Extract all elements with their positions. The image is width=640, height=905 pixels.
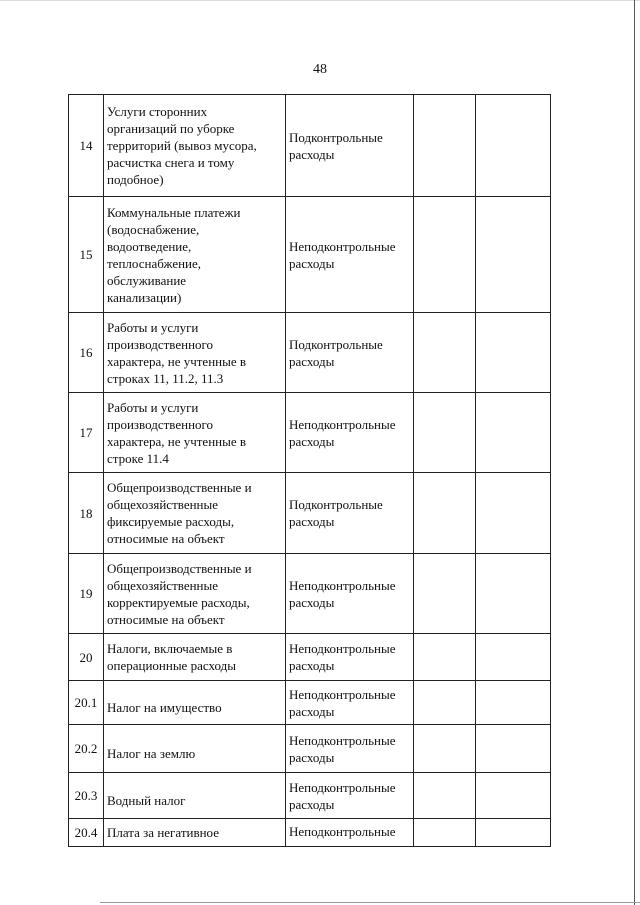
cost-type [286, 725, 414, 773]
row-number: 20 [69, 634, 104, 681]
table-row [69, 473, 551, 554]
cost-type-line: расходы [289, 703, 335, 719]
cost-item-name-line: Услуги сторонних [107, 104, 208, 119]
value-cell [414, 773, 476, 819]
row-number: 20.4 [69, 819, 104, 847]
value-cell [414, 819, 476, 847]
cost-type-line: Подконтрольные [289, 336, 383, 352]
cost-item-name-line: (водоснабжение, [107, 221, 200, 237]
cost-item-name-line: относимые на объект [107, 531, 225, 546]
cost-type [286, 681, 414, 725]
cost-type-line: расходы [289, 146, 335, 162]
cost-item-name-line: Налоги, включаемые в [107, 641, 233, 656]
value-cell [476, 554, 551, 634]
cost-item-name-line: производственного [107, 336, 214, 352]
value-cell [476, 313, 551, 393]
cost-item-name [104, 473, 286, 554]
row-number: 19 [69, 554, 104, 634]
cost-item-name-line: организаций по уборке [107, 121, 235, 136]
value-cell [414, 554, 476, 634]
cost-item-name-line: Налог на землю [107, 745, 196, 761]
row-number: 20.2 [69, 725, 104, 773]
cost-type [286, 819, 414, 847]
page-edge-right [634, 0, 635, 905]
cost-type [286, 95, 414, 197]
cost-item-name-line: строке 11.4 [107, 450, 169, 466]
table-row [69, 95, 551, 197]
cost-item-name [104, 819, 286, 847]
cost-item-name-line: теплоснабжение, [107, 255, 202, 271]
value-cell [476, 634, 551, 681]
value-cell [476, 725, 551, 773]
cost-type [286, 473, 414, 554]
cost-type [286, 554, 414, 634]
cost-item-name-line: территорий (вывоз мусора, [107, 138, 257, 153]
cost-type-line: Неподконтрольные [289, 577, 396, 593]
table-row [69, 681, 551, 725]
table-row [69, 819, 551, 847]
cost-item-name-line: Общепроизводственные и [107, 480, 252, 495]
value-cell [414, 313, 476, 393]
value-cell [414, 95, 476, 197]
cost-item-name-line: общехозяйственные [107, 577, 219, 593]
value-cell [476, 197, 551, 313]
cost-type-line: Подконтрольные [289, 129, 383, 145]
cost-item-name [104, 313, 286, 393]
cost-item-name-line: обслуживание [107, 272, 187, 288]
cost-type-line: расходы [289, 433, 335, 449]
cost-item-name-line: Плата за негативное [107, 825, 219, 840]
cost-item-name-line: Коммунальные платежи [107, 204, 241, 220]
cost-item-name [104, 554, 286, 634]
cost-type [286, 773, 414, 819]
value-cell [476, 393, 551, 473]
table-row [69, 554, 551, 634]
value-cell [476, 681, 551, 725]
cost-type-line: расходы [289, 514, 335, 529]
cost-item-name-line: операционные расходы [107, 658, 236, 673]
row-number: 20.1 [69, 681, 104, 725]
cost-item-name-line: относимые на объект [107, 611, 225, 627]
cost-item-name [104, 95, 286, 197]
cost-item-name-line: общехозяйственные [107, 497, 219, 512]
cost-item-name-line: фиксируемые расходы, [107, 514, 235, 529]
value-cell [414, 634, 476, 681]
cost-item-name-line: Общепроизводственные и [107, 560, 252, 576]
cost-item-name-line: подобное) [107, 172, 164, 187]
cost-type-line: Неподконтрольные [289, 416, 396, 432]
page-edge-bottom [100, 902, 640, 903]
row-number: 14 [69, 95, 104, 197]
cost-item-name [104, 681, 286, 725]
cost-item-name-line: производственного [107, 416, 214, 432]
page-number: 48 [313, 62, 327, 77]
cost-item-name-line: характера, не учтенные в [107, 433, 247, 449]
row-number: 16 [69, 313, 104, 393]
table-row [69, 197, 551, 313]
row-number: 20.3 [69, 773, 104, 819]
cost-type [286, 634, 414, 681]
cost-item-name [104, 725, 286, 773]
row-number: 15 [69, 197, 104, 313]
value-cell [414, 725, 476, 773]
cost-item-name [104, 634, 286, 681]
page-edge-top [0, 0, 640, 1]
cost-item-name-line: канализации) [107, 289, 182, 305]
value-cell [476, 95, 551, 197]
cost-type [286, 197, 414, 313]
value-cell [476, 819, 551, 847]
cost-item-name-line: строках 11, 11.2, 11.3 [107, 370, 224, 386]
cost-table [68, 94, 551, 847]
table-row [69, 393, 551, 473]
row-number: 17 [69, 393, 104, 473]
cost-item-name [104, 197, 286, 313]
cost-type-line: Неподконтрольные [289, 641, 396, 656]
cost-type-line: Неподконтрольные [289, 732, 396, 748]
cost-type [286, 393, 414, 473]
table-row [69, 773, 551, 819]
cost-type-line: Неподконтрольные [289, 779, 396, 795]
value-cell [414, 393, 476, 473]
value-cell [476, 473, 551, 554]
cost-type-line: Неподконтрольные [289, 824, 396, 839]
table-row [69, 634, 551, 681]
cost-item-name-line: характера, не учтенные в [107, 353, 247, 369]
value-cell [414, 473, 476, 554]
table-row [69, 313, 551, 393]
cost-item-name [104, 393, 286, 473]
cost-item-name-line: водоотведение, [107, 238, 192, 254]
cost-type-line: Неподконтрольные [289, 686, 396, 702]
cost-item-name-line: корректируемые расходы, [107, 594, 250, 610]
cost-type-line: Неподконтрольные [289, 238, 396, 254]
cost-type-line: расходы [289, 796, 335, 812]
cost-type-line: расходы [289, 353, 335, 369]
cost-type-line: расходы [289, 749, 335, 765]
cost-item-name-line: Водный налог [107, 792, 186, 808]
cost-item-name-line: Работы и услуги [107, 319, 199, 335]
value-cell [414, 197, 476, 313]
row-number: 18 [69, 473, 104, 554]
cost-type [286, 313, 414, 393]
value-cell [414, 681, 476, 725]
cost-item-name-line: Налог на имущество [107, 699, 222, 715]
value-cell [476, 773, 551, 819]
cost-type-line: расходы [289, 255, 335, 271]
cost-item-name-line: Работы и услуги [107, 399, 199, 415]
cost-type-line: расходы [289, 594, 335, 610]
cost-item-name [104, 773, 286, 819]
cost-type-line: Подконтрольные [289, 497, 383, 512]
table-row [69, 725, 551, 773]
cost-item-name-line: расчистка снега и тому [107, 155, 235, 170]
cost-type-line: расходы [289, 658, 335, 673]
